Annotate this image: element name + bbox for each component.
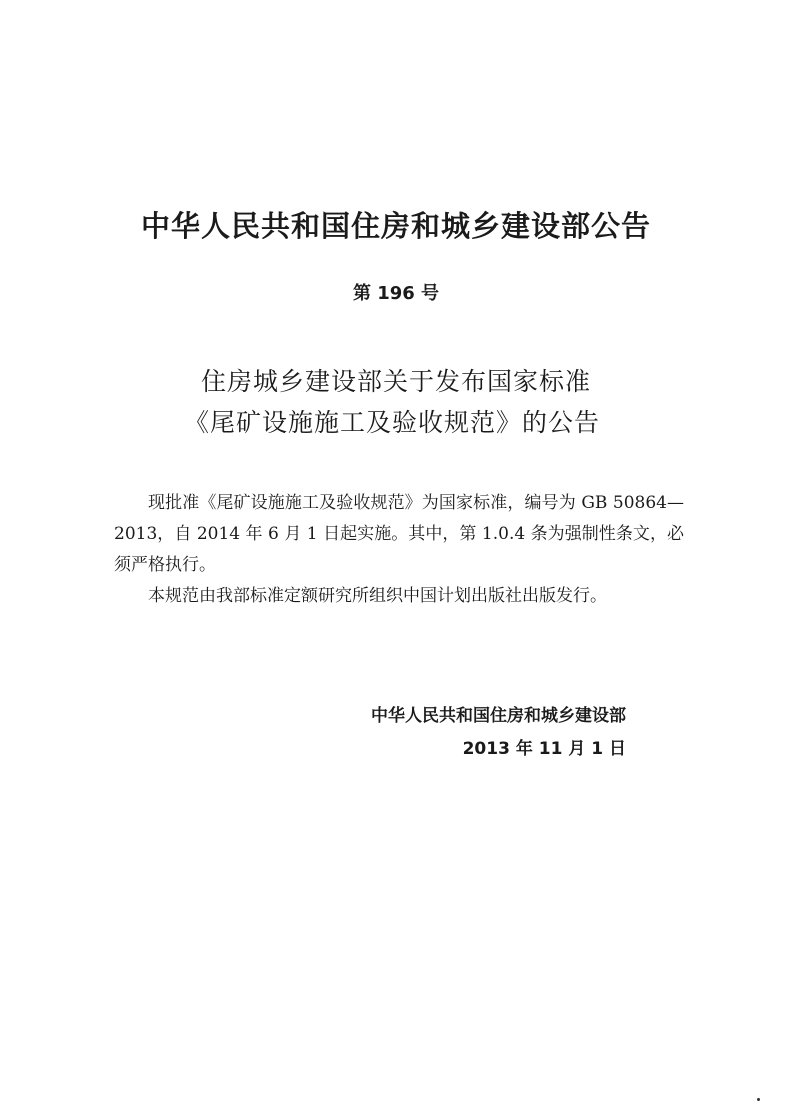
signature-organization: 中华人民共和国住房和城乡建设部 <box>371 706 626 726</box>
announcement-body <box>114 488 684 612</box>
signature-date: 2013 年 11 月 1 日 <box>462 739 626 759</box>
body-paragraph-1: 现批准《尾矿设施施工及验收规范》为国家标准，编号为 GB 50864—2013，自 2014 年 6 月 1 日起实施。其中，第 1.0.4 条为强制性条文，必须严格执行。 <box>114 493 684 575</box>
signature-block <box>371 700 626 766</box>
subtitle-line-1: 住房城乡建设部关于发布国家标准 <box>200 367 591 396</box>
announcement-number: 第 196 号 <box>352 283 440 304</box>
scan-speck <box>757 1098 760 1101</box>
body-paragraph-2: 本规范由我部标准定额研究所组织中国计划出版社出版发行。 <box>148 586 607 606</box>
announcement-title: 中华人民共和国住房和城乡建设部公告 <box>140 209 651 243</box>
subtitle-line-2: 《尾矿设施施工及验收规范》的公告 <box>183 408 600 437</box>
